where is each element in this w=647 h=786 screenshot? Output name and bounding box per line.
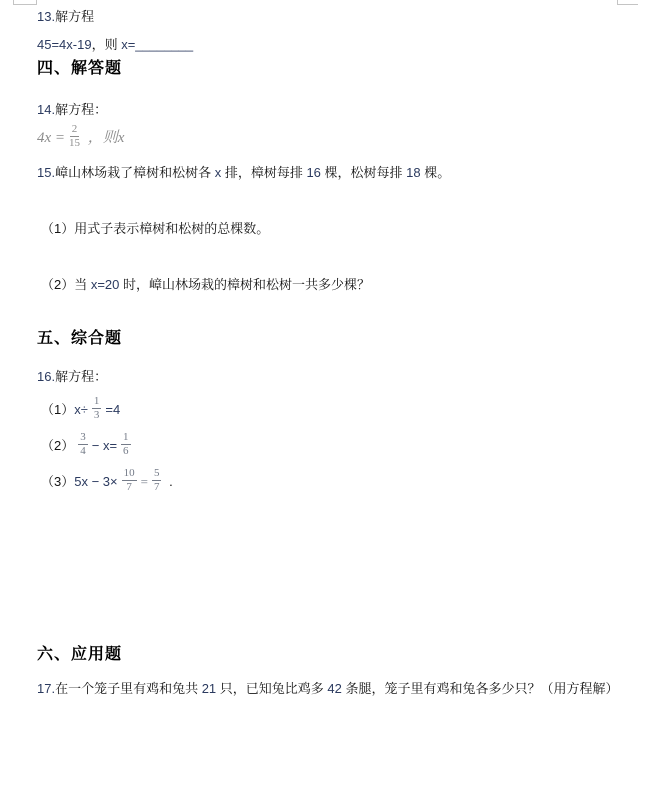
question-13-title: 解方程 bbox=[55, 9, 95, 24]
question-16-title: 解方程： bbox=[55, 369, 108, 384]
fraction-1-3: $\frac{1}{3}$ bbox=[93, 395, 100, 421]
question-16-subquestion-2: （2） $\frac{3}{4}$ − x= $\frac{1}{6}$ bbox=[41, 431, 129, 457]
question-13-heading bbox=[37, 8, 94, 26]
answer-blank: ________ bbox=[135, 37, 194, 52]
question-14-formula-image: 4x = $\frac{2}{15}$ ，则x bbox=[37, 123, 125, 149]
question-14-title: 解方程： bbox=[55, 102, 108, 117]
question-14-heading bbox=[37, 101, 107, 119]
section-4-heading: 四、解答题 bbox=[37, 60, 123, 77]
page-corner-mark-left bbox=[13, 0, 37, 5]
question-14-number: 14. bbox=[37, 102, 56, 117]
question-15-text: 15.嶂山林场栽了樟树和松树各 x 排，樟树每排 16 棵，松树每排 18 棵。 bbox=[37, 165, 451, 180]
question-17-text: 17.在一个笼子里有鸡和兔共 21 只，已知兔比鸡多 42 条腿，笼子里有鸡和兔各多少只？（用方程解） bbox=[37, 681, 619, 696]
question-13-number: 13. bbox=[37, 9, 56, 24]
page-corner-mark-right bbox=[617, 0, 638, 5]
section-5-heading: 五、综合题 bbox=[37, 330, 123, 347]
question-16-subquestion-3: （3）5x − 3× $\frac{10}{7}$ = $\frac{5}{7}$ . bbox=[41, 467, 173, 493]
fraction-2-15: $\frac{2}{15}$ bbox=[69, 123, 81, 149]
fraction-3-4: $\frac{3}{4}$ bbox=[80, 431, 86, 457]
question-16-subquestion-1: （1）x÷ $\frac{1}{3}$ =4 bbox=[41, 395, 121, 421]
equation-text: 45=4x-19 bbox=[37, 37, 92, 52]
fraction-1-6: $\frac{1}{6}$ bbox=[123, 431, 129, 457]
question-15-subquestion-1: （1）用式子表示樟树和松树的总棵数。 bbox=[41, 221, 270, 236]
question-13-equation: 45=4x-19，则 x=________ bbox=[37, 37, 194, 52]
section-6-heading: 六、应用题 bbox=[37, 646, 123, 663]
question-15-subquestion-2: （2）当 x=20 时，嶂山林场栽的樟树和松树一共多少棵？ bbox=[41, 277, 371, 292]
question-16-number: 16. bbox=[37, 369, 56, 384]
question-15-number: 15. bbox=[37, 165, 56, 180]
fraction-10-7: $\frac{10}{7}$ bbox=[123, 467, 135, 493]
question-17-number: 17. bbox=[37, 681, 56, 696]
question-16-heading bbox=[37, 368, 107, 386]
fraction-5-7: $\frac{5}{7}$ bbox=[153, 467, 160, 493]
